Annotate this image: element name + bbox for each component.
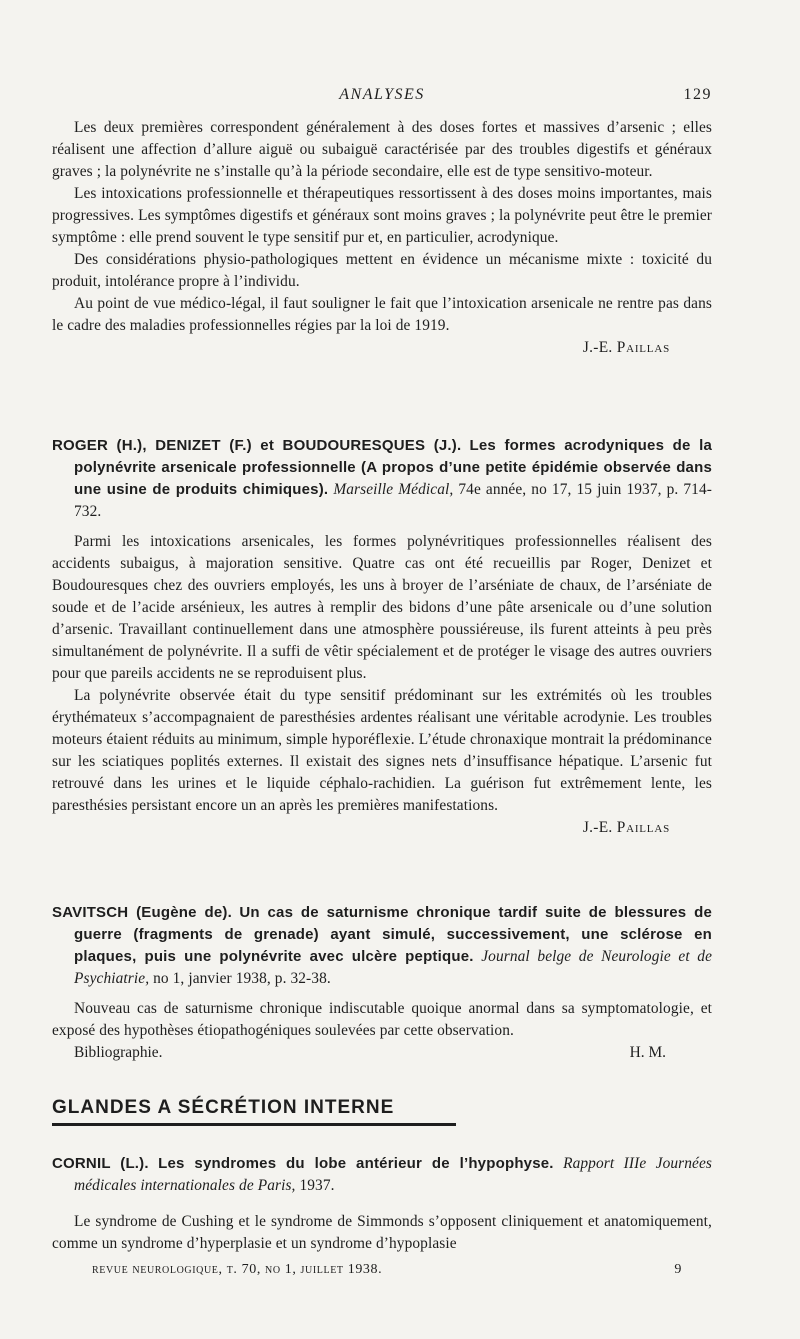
- article-heading: [52, 435, 712, 523]
- running-header: [52, 86, 712, 108]
- sheet-number: 9: [674, 1262, 682, 1277]
- article-heading: [52, 902, 712, 990]
- running-title: ANALYSES: [339, 86, 425, 103]
- bibliography-label: Bibliographie.: [74, 1044, 163, 1061]
- signature: [52, 817, 712, 839]
- article-journal: Journal belge de Neurologie et de Psychiatrie,: [74, 948, 713, 987]
- paragraph: Parmi les intoxications arsenicales, les formes polynévritiques professionnelles réalisent des accidents subaigus, à majoration sensitive. Quatre cas ont été recueillis par Roger, Denizet et Boudouresques chez des ouvriers employés, les uns à broyer de l’arséniate de chaux, de l’arséniate de soude et de l’acide arsénieux, les autres à remplir des bidons d’une pâte arsenicale ou d’une solution d’arsenic. Travaillant continuellement dans une atmosphère poussiéreuse, ils furent atteints à peu près simultanément de polynévrite. Il a suffi de vêtir spécialement et de protéger le visage des autres ouvriers pour que pareils accidents ne se reproduisent plus.: [52, 533, 712, 682]
- article-authors: ROGER (H.), DENIZET (F.) et BOUDOURESQUES (J.).: [52, 437, 462, 454]
- article-citation: 1937.: [299, 1177, 335, 1194]
- page-footer: [92, 1262, 682, 1278]
- signature: [52, 337, 712, 359]
- signature-initials: J.-E.: [582, 339, 613, 356]
- article-title: Un cas de saturnisme chronique tardif suite de blessures de guerre (fragments de grenade) ayant simulé, successivement, une sclérose en plaques, puis une polynévrite avec ulcère peptique.: [74, 904, 712, 965]
- article-citation: 74e année, no 17, 15 juin 1937, p. 714-732.: [74, 481, 712, 520]
- paragraph: Au point de vue médico-légal, il faut souligner le fait que l’intoxication arsenicale ne rentre pas dans le cadre des maladies professionnelles régies par la loi de 1919.: [52, 295, 712, 334]
- paragraph: La polynévrite observée était du type sensitif prédominant sur les extrémités où les troubles érythémateux s’accompagnaient de paresthésies ardentes réalisant une véritable acrodynie. Les troubles moteurs étaient réduits au minimum, simple hyporéflexie. L’étude chronaxique montrait la prédominance sur les sciatiques poplités externes. Il existait des signes nets d’insuffisance hépatique. L’arsenic fut retrouvé dans les urines et le liquide céphalo-rachidien. La guérison fut extrêmement lente, les paresthésies persistant encore un an après les premières manifestations.: [52, 687, 712, 814]
- article-title: Les syndromes du lobe antérieur de l’hypophyse.: [158, 1155, 554, 1172]
- article-authors: SAVITSCH (Eugène de).: [52, 904, 232, 921]
- section-heading: GLANDES A SÉCRÉTION INTERNE: [52, 1097, 456, 1126]
- article-citation: no 1, janvier 1938, p. 32-38.: [153, 970, 331, 987]
- article-journal: Marseille Médical,: [333, 481, 454, 498]
- signature-initials: H. M.: [629, 1044, 666, 1061]
- page-number: 129: [683, 86, 712, 103]
- signature-name: Paillas: [616, 339, 670, 356]
- paragraph: Nouveau cas de saturnisme chronique indiscutable quoique anormal dans sa symptomatologie, et exposé des hypothèses étiopathogéniques soulevées par cette observation.: [52, 1000, 712, 1039]
- footer-journal: revue neurologique, t. 70, no 1, juillet 1938.: [92, 1262, 383, 1277]
- article-continuation: [52, 117, 712, 359]
- signature-name: Paillas: [616, 819, 670, 836]
- paragraph: Le syndrome de Cushing et le syndrome de Simmonds s’opposent cliniquement et anatomiquement, comme un syndrome d’hyperplasie et un syndrome d’hypoplasie: [52, 1213, 712, 1252]
- article-savitsch: [52, 902, 712, 1064]
- article-roger: [52, 435, 712, 839]
- paragraph: Des considérations physio-pathologiques mettent en évidence un mécanisme mixte : toxicité du produit, intolérance propre à l’individu.: [52, 251, 712, 290]
- paragraph: Les intoxications professionnelle et thérapeutiques ressortissent à des doses moins importantes, mais progressives. Les symptômes digestifs et généraux sont moins graves ; la polynévrite peut être le premier symptôme : elle prend souvent le type sensitif pur et, en particulier, acrodynique.: [52, 185, 712, 246]
- article-title: Les formes acrodyniques de la polynévrite arsenicale professionnelle (A propos d’une petite épidémie observée dans une usine de produits chimiques).: [74, 437, 712, 498]
- article-authors: CORNIL (L.).: [52, 1155, 149, 1172]
- article-cornil: [52, 1153, 712, 1255]
- paragraph: Les deux premières correspondent généralement à des doses fortes et massives d’arsenic ; elles réalisent une affection d’allure aiguë ou subaiguë caractérisée par des troubles digestifs et généraux graves ; la polynévrite ne s’installe qu’à la période secondaire, elle est de type sensitivo-moteur.: [52, 119, 712, 180]
- article-heading: [52, 1153, 712, 1197]
- article-journal: Rapport IIIe Journées médicales internationales de Paris,: [74, 1155, 713, 1194]
- bibliography-line: [52, 1042, 712, 1064]
- signature-initials: J.-E.: [582, 819, 613, 836]
